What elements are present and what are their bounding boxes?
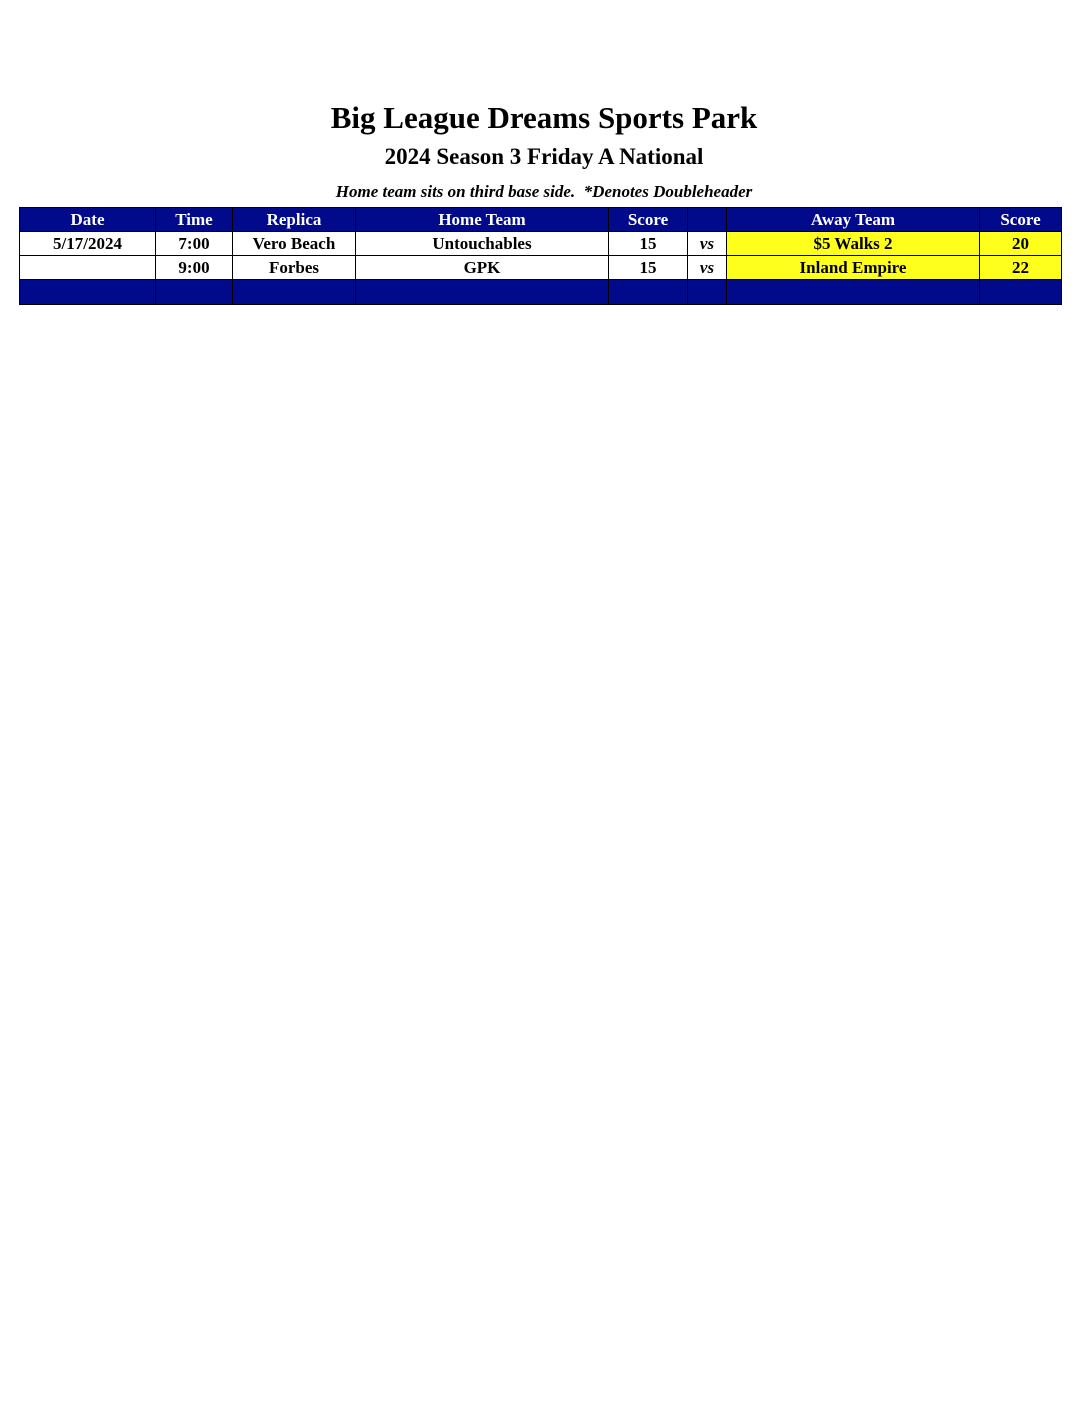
column-header-home-team: Home Team: [356, 208, 609, 232]
footer-cell: [233, 280, 356, 305]
footer-cell: [688, 280, 727, 305]
column-header-away-score: Score: [980, 208, 1062, 232]
game-date: 5/17/2024: [20, 232, 156, 256]
table-footer-row: [20, 280, 1062, 305]
away-score: 22: [980, 256, 1062, 280]
footer-cell: [609, 280, 688, 305]
away-team: Inland Empire: [727, 256, 980, 280]
footer-cell: [980, 280, 1062, 305]
column-header-home-score: Score: [609, 208, 688, 232]
game-date: [20, 256, 156, 280]
column-header-away-team: Away Team: [727, 208, 980, 232]
footer-cell: [356, 280, 609, 305]
away-score: 20: [980, 232, 1062, 256]
game-time: 7:00: [156, 232, 233, 256]
column-header-replica: Replica: [233, 208, 356, 232]
schedule-table: [19, 207, 1062, 305]
table-header-row: [20, 208, 1062, 232]
table-row: [20, 232, 1062, 256]
home-team-note: Home team sits on third base side. *Denotes Doubleheader: [335, 182, 753, 201]
table-row: [20, 256, 1062, 280]
away-team: $5 Walks 2: [727, 232, 980, 256]
home-score: 15: [609, 232, 688, 256]
footer-cell: [727, 280, 980, 305]
column-header-date: Date: [20, 208, 156, 232]
footer-cell: [20, 280, 156, 305]
footer-cell: [156, 280, 233, 305]
column-header-time: Time: [156, 208, 233, 232]
home-score: 15: [609, 256, 688, 280]
versus-label: vs: [688, 232, 727, 256]
page-title: Big League Dreams Sports Park: [330, 100, 758, 135]
game-time: 9:00: [156, 256, 233, 280]
field-replica: Forbes: [233, 256, 356, 280]
season-subtitle: 2024 Season 3 Friday A National: [384, 144, 704, 169]
home-team: GPK: [356, 256, 609, 280]
versus-label: vs: [688, 256, 727, 280]
column-header-vs: [688, 208, 727, 232]
home-team: Untouchables: [356, 232, 609, 256]
field-replica: Vero Beach: [233, 232, 356, 256]
